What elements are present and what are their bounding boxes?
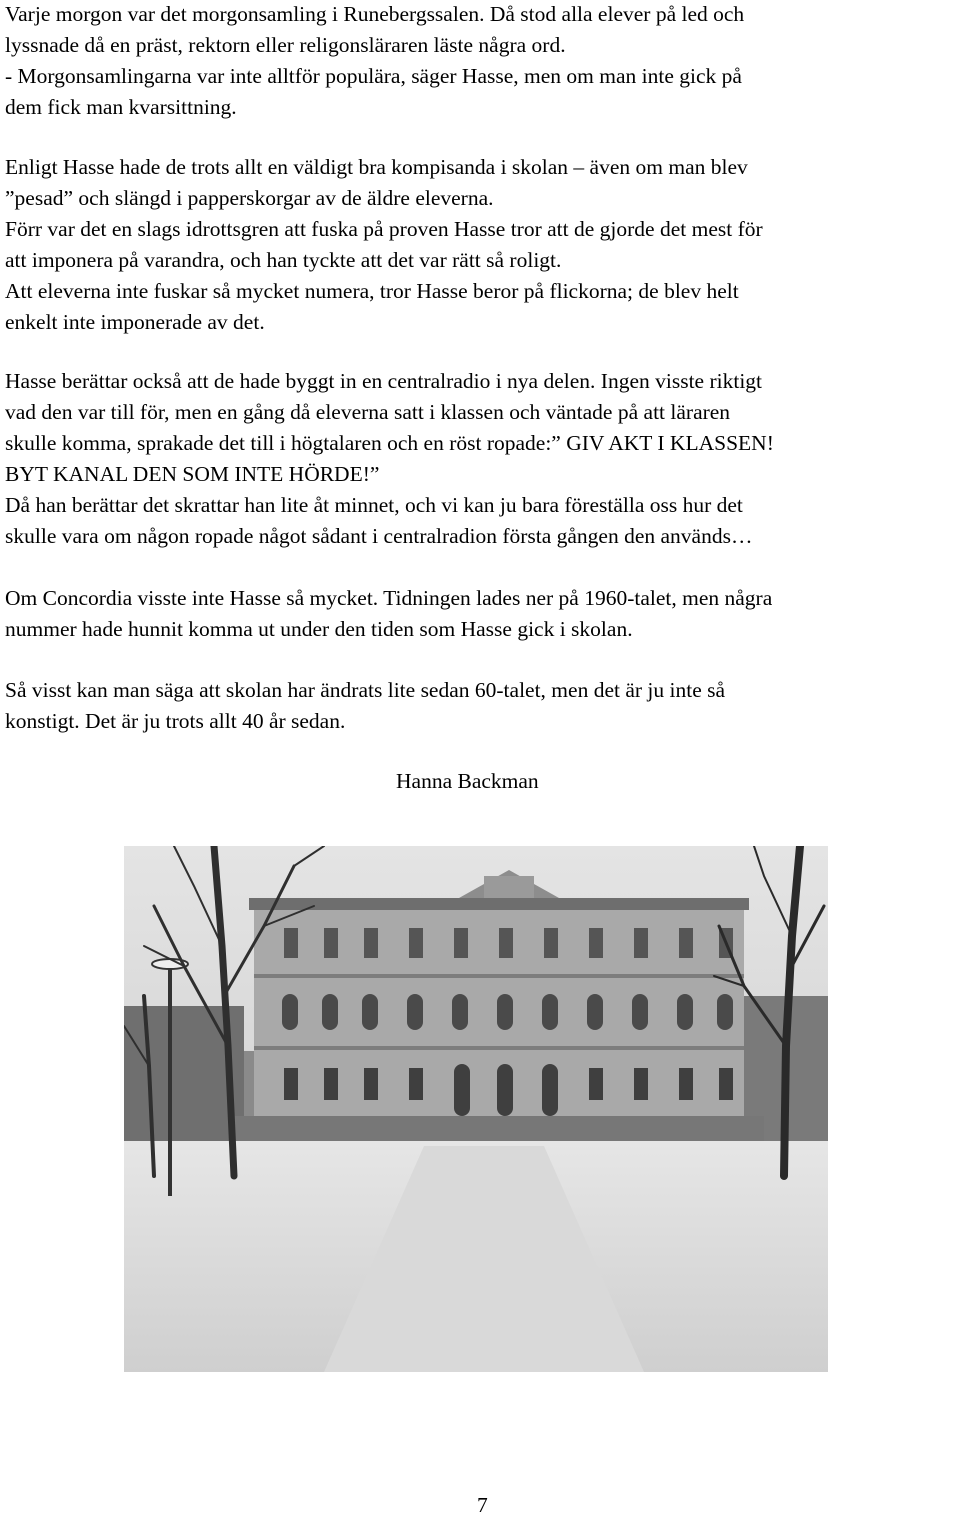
- paragraph-conclusion: [5, 675, 957, 737]
- text-line: nummer hade hunnit komma ut under den tiden som Hasse gick i skolan.: [5, 617, 633, 641]
- text-line: Förr var det en slags idrottsgren att fuska på proven Hasse tror att de gjorde det mest för: [5, 217, 763, 241]
- text-line: konstigt. Det är ju trots allt 40 år sedan.: [5, 709, 346, 733]
- paragraph-morning-assembly: [5, 0, 957, 123]
- text-line: Om Concordia visste inte Hasse så mycket. Tidningen lades ner på 1960-talet, men några: [5, 586, 773, 610]
- paragraph-friendship: [5, 152, 957, 338]
- text-line: lyssnade då en präst, rektorn eller religonsläraren läste några ord.: [5, 33, 566, 57]
- text-line: dem fick man kvarsittning.: [5, 95, 237, 119]
- text-line: BYT KANAL DEN SOM INTE HÖRDE!”: [5, 462, 380, 486]
- text-line: vad den var till för, men en gång då eleverna satt i klassen och väntade på att läraren: [5, 400, 731, 424]
- page-number: 7: [477, 1493, 488, 1517]
- text-line: Då han berättar det skrattar han lite åt minnet, och vi kan ju bara föreställa oss hur det: [5, 493, 743, 517]
- author-signature: Hanna Backman: [396, 769, 539, 793]
- text-line: Att eleverna inte fuskar så mycket numera, tror Hasse beror på flickorna; de blev helt: [5, 279, 739, 303]
- text-line: att imponera på varandra, och han tyckte att det var rätt så roligt.: [5, 248, 562, 272]
- text-line: - Morgonsamlingarna var inte alltför populära, säger Hasse, men om man inte gick på: [5, 64, 742, 88]
- paragraph-central-radio: [5, 366, 957, 552]
- text-line: skulle komma, sprakade det till i högtalaren och en röst ropade:” GIV AKT I KLASSEN!: [5, 431, 774, 455]
- text-line: ”pesad” och slängd i papperskorgar av de äldre eleverna.: [5, 186, 494, 210]
- text-line: Enligt Hasse hade de trots allt en väldigt bra kompisanda i skolan – även om man blev: [5, 155, 748, 179]
- paragraph-concordia: [5, 583, 957, 645]
- text-line: Så visst kan man säga att skolan har ändrats lite sedan 60-talet, men det är ju inte så: [5, 678, 726, 702]
- text-line: Varje morgon var det morgonsamling i Runebergssalen. Då stod alla elever på led och: [5, 2, 745, 26]
- text-line: skulle vara om någon ropade något sådant i centralradion första gången den används…: [5, 524, 753, 548]
- text-line: enkelt inte imponerade av det.: [5, 310, 265, 334]
- school-building-photo: [124, 846, 828, 1372]
- text-line: Hasse berättar också att de hade byggt in en centralradio i nya delen. Ingen visste riktigt: [5, 369, 763, 393]
